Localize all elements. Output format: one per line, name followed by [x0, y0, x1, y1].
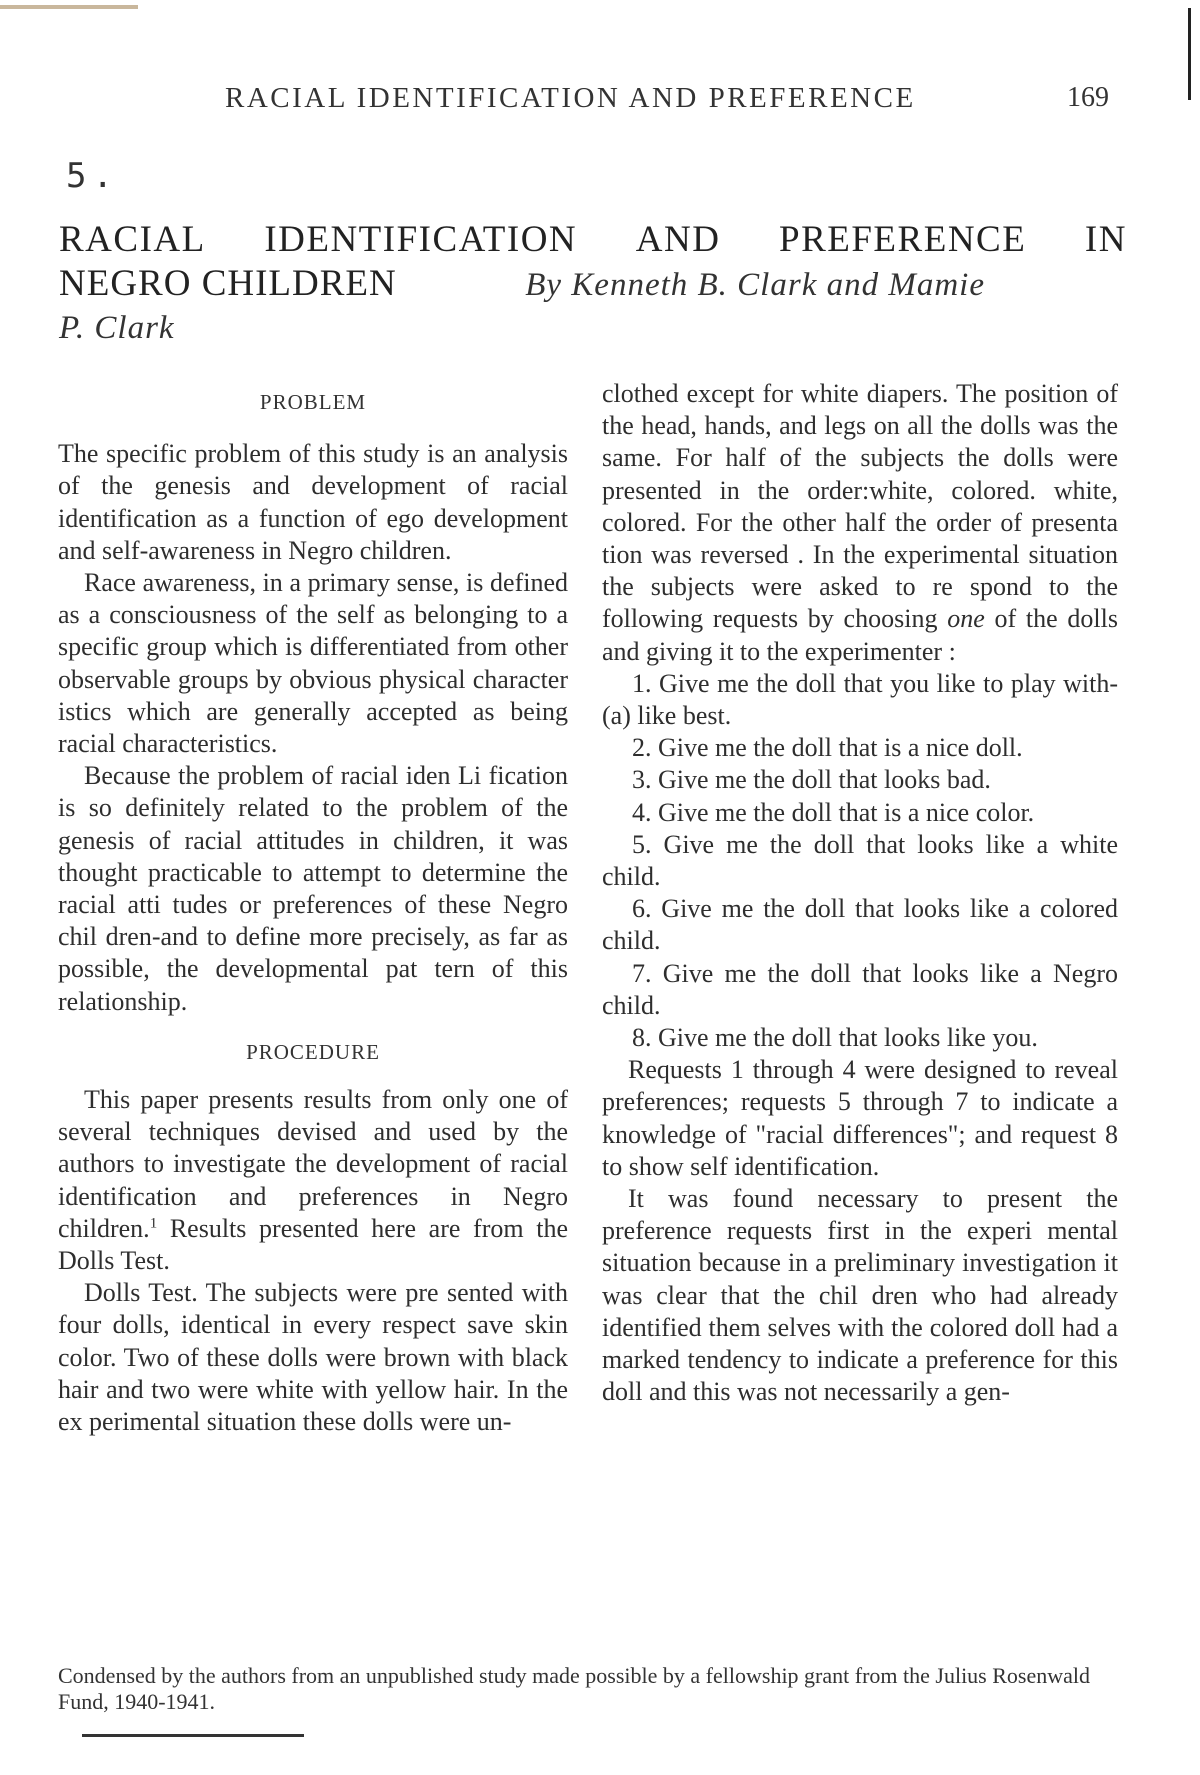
- paragraph: [58, 1084, 568, 1277]
- paragraph: Race awareness, in a primary sense, is defined as a consciousness of the self as belonging to a specific group which is differentiated from other observable groups by obvious physical character istics which are generally accepted as being racial characteristics.: [58, 568, 568, 759]
- article-title: [59, 218, 1127, 349]
- request-item: 4. Give me the doll that is a nice color.: [632, 797, 1035, 827]
- byline: By Kenneth B. Clark and Mamie: [525, 267, 985, 303]
- running-head: RACIAL IDENTIFICATION AND PREFERENCE: [225, 82, 916, 114]
- section-heading-procedure: PROCEDURE: [246, 1039, 380, 1064]
- title-word: IN: [1084, 219, 1127, 260]
- request-item: 2. Give me the doll that is a nice doll.: [632, 733, 1023, 763]
- title-word: RACIAL: [59, 219, 206, 260]
- title-line-1: [59, 218, 1127, 262]
- paragraph: Because the problem of racial iden Li fication is so definitely related to the problem of the genesis of racial attitudes in children, it was thought practicable to attempt to determine the racial atti tudes or preferences of these Negro chil dren-and to define more precisely, as far as possible, the developmental pat tern of this relationship.: [58, 761, 568, 1016]
- paragraph: It was found necessary to present the preference requests first in the experi mental situation because in a preliminary investigation it was clear that the chil dren who had already identified them selves with the colored doll had a marked tendency to indicate a preference for this doll and this was not necessarily a gen-: [602, 1184, 1118, 1407]
- paragraph: The specific problem of this study is an analysis of the genesis and development of racial identification as a function of ego development and self-awareness in Negro children.: [58, 439, 568, 565]
- request-item: 1. Give me the doll that you like to play with- (a) like best.: [602, 668, 1118, 731]
- paragraph: Requests 1 through 4 were designed to reveal preferences; requests 5 through 7 to indicate a knowledge of "racial differences"; and request 8 to show self identification.: [602, 1055, 1118, 1181]
- emphasis: one: [947, 604, 985, 634]
- paragraph-text: clothed except for white diapers. The position of the head, hands, and legs on all the dolls was the same. For half of the subjects the dolls were presented in the order:white, colored. white, colored. For the other half the order of presenta tion was reversed . In the experimental situation the subjects were asked to re spond to the following requests by choosing: [602, 379, 1118, 634]
- request-item: 6. Give me the doll that looks like a colored child.: [602, 894, 1118, 956]
- footnote-rule: [82, 1734, 304, 1737]
- right-margin-mark: [1188, 8, 1191, 100]
- request-item: 7. Give me the doll that looks like a Negro child.: [602, 958, 1118, 1020]
- title-line-2: [59, 262, 1127, 307]
- section-heading-problem: PROBLEM: [259, 390, 367, 414]
- left-column: [58, 378, 568, 1438]
- page-number: 169: [1067, 82, 1109, 113]
- footnote: Condensed by the authors from an unpublished study made possible by a fellowship grant from the Julius Rosenwald Fund, 1940-1941.: [58, 1663, 1091, 1714]
- right-column: [602, 378, 1118, 1409]
- request-item: 3. Give me the doll that looks bad.: [632, 765, 991, 795]
- paragraph-text: of the dolls and giving it to the experimenter :: [602, 604, 1118, 666]
- request-list: [602, 668, 1118, 1054]
- title-word: PREFERENCE: [779, 219, 1027, 260]
- paragraph-text: Results presented here are from the Dolls Test.: [58, 1213, 568, 1276]
- title-word: NEGRO CHILDREN: [59, 263, 397, 304]
- request-item: 8. Give me the doll that looks like you.: [632, 1023, 1038, 1053]
- paragraph: [602, 378, 1118, 668]
- paragraph-text: This paper presents results from only one of several techniques devised and used by the authors to investigate the development of racial identification and preferences in Negro children.: [58, 1085, 568, 1243]
- title-word: IDENTIFICATION: [264, 219, 578, 260]
- chapter-number: 5.: [66, 156, 119, 196]
- paragraph: Dolls Test. The subjects were pre sented with four dolls, identical in every respect save skin color. Two of these dolls were brown with black hair and two were white with yellow hair. In the ex perimental situation these dolls were un-: [58, 1278, 568, 1437]
- footnote-ref[interactable]: 1: [149, 1215, 158, 1232]
- byline-continued: P. Clark: [59, 310, 175, 346]
- request-item: 5. Give me the doll that looks like a white child.: [602, 829, 1118, 892]
- title-word: AND: [635, 219, 721, 260]
- top-decorative-rule: [0, 5, 138, 9]
